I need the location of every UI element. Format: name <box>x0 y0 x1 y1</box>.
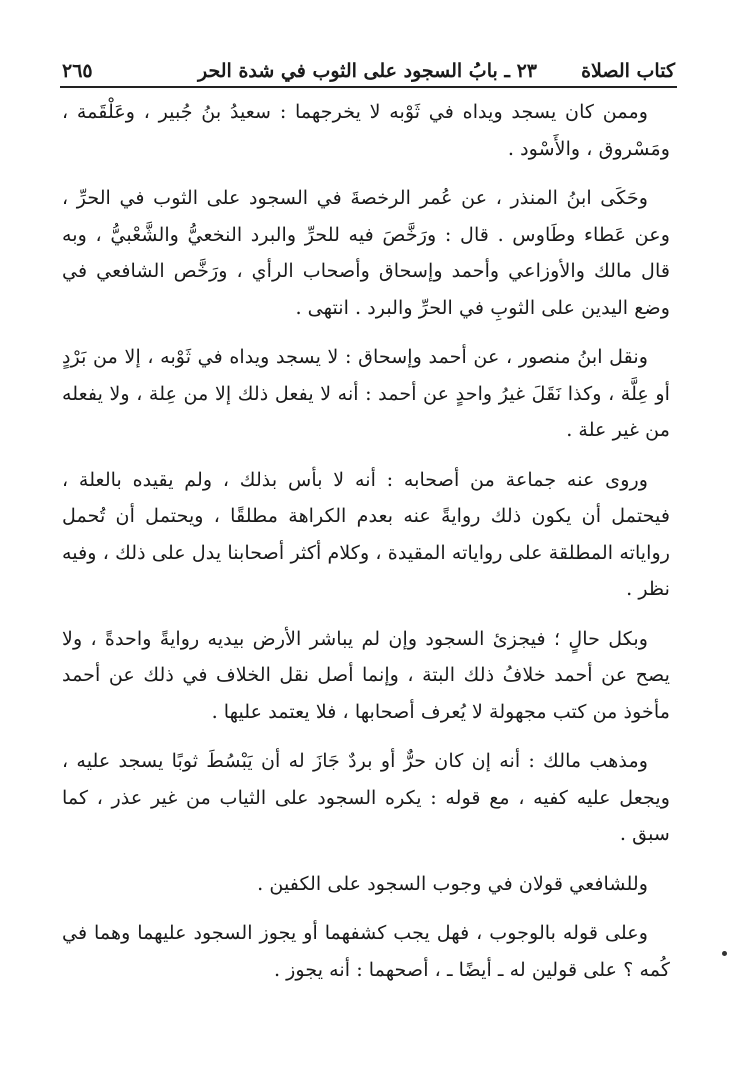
header-rule <box>60 86 677 88</box>
paragraph-8: وعلى قوله بالوجوب ، فهل يجب كشفهما أو يجوز السجود عليهما وهما في كُمه ؟ على قولين له ـ أيضًا ـ ، أصحهما : أنه يجوز . <box>62 921 670 981</box>
paragraph-6: ومذهب مالك : أنه إن كان حرٌّ أو بردٌ جَازَ له أن يَبْسُطَ ثوبًا يسجد عليه ، ويجعل عليه كفيه ، مع قوله : يكره السجود على الثياب من غير عذر ، كما سبق . <box>62 749 670 845</box>
running-header <box>62 54 675 86</box>
book-title: كتاب الصلاة <box>581 60 675 82</box>
paragraph-1: وممن كان يسجد ويداه في ثَوْبه لا يخرجهما : سعيدُ بنُ جُبير ، وعَلْقَمة ، ومَسْروق ، والأَسْود . <box>62 100 670 160</box>
margin-mark <box>722 951 727 956</box>
paragraph-2: وحَكَى ابنُ المنذر ، عن عُمر الرخصةَ في السجود على الثوب في الحرِّ ، وعن عَطاء وطَاوس . قال : ورَخَّصَ فيه للحرِّ والبرد النخعيُّ والشَّعْبيُّ ، وبه قال مالك والأوزاعي وأحمد وإسحاق وأصحاب الرأي ، ورَخَّص الشافعي في وضع اليدين على الثوبِ في الحرِّ والبرد . انتهى . <box>62 186 670 319</box>
paragraph-7: وللشافعي قولان في وجوب السجود على الكفين . <box>257 871 648 895</box>
paragraph-3: ونقل ابنُ منصور ، عن أحمد وإسحاق : لا يسجد ويداه في ثَوْبه ، إلا من بَرْدٍ أو عِلَّة ، وكذا نَقَلَ غيرُ واحدٍ عن أحمد : أنه لا يفعل ذلك إلا من عِلة ، ولا يفعله من غير علة . <box>62 345 670 441</box>
paragraph-4: وروى عنه جماعة من أصحابه : أنه لا بأس بذلك ، ولم يقيده بالعلة ، فيحتمل أن يكون ذلك روايةً عنه بعدم الكراهة مطلقًا ، ويحتمل أن تُحمل رواياته المطلقة على رواياته المقيدة ، وكلام أكثر أصحابنا يدل على ذلك ، وفيه نظر . <box>62 467 670 600</box>
page-number: ٢٦٥ <box>62 60 93 82</box>
page-body <box>62 94 670 1001</box>
paragraph-5: وبكل حالٍ ؛ فيجزئ السجود وإن لم يباشر الأرض بيديه روايةً واحدةً ، ولا يصح عن أحمد خلافُ ذلك البتة ، وإنما أصل نقل الخلاف في ذلك عن أحمد مأخوذ من كتب مجهولة لا يُعرف أصحابها ، فلا يعتمد عليها . <box>62 626 670 723</box>
chapter-title: ٢٣ ـ بابُ السجود على الثوب في شدة الحر <box>198 60 537 82</box>
